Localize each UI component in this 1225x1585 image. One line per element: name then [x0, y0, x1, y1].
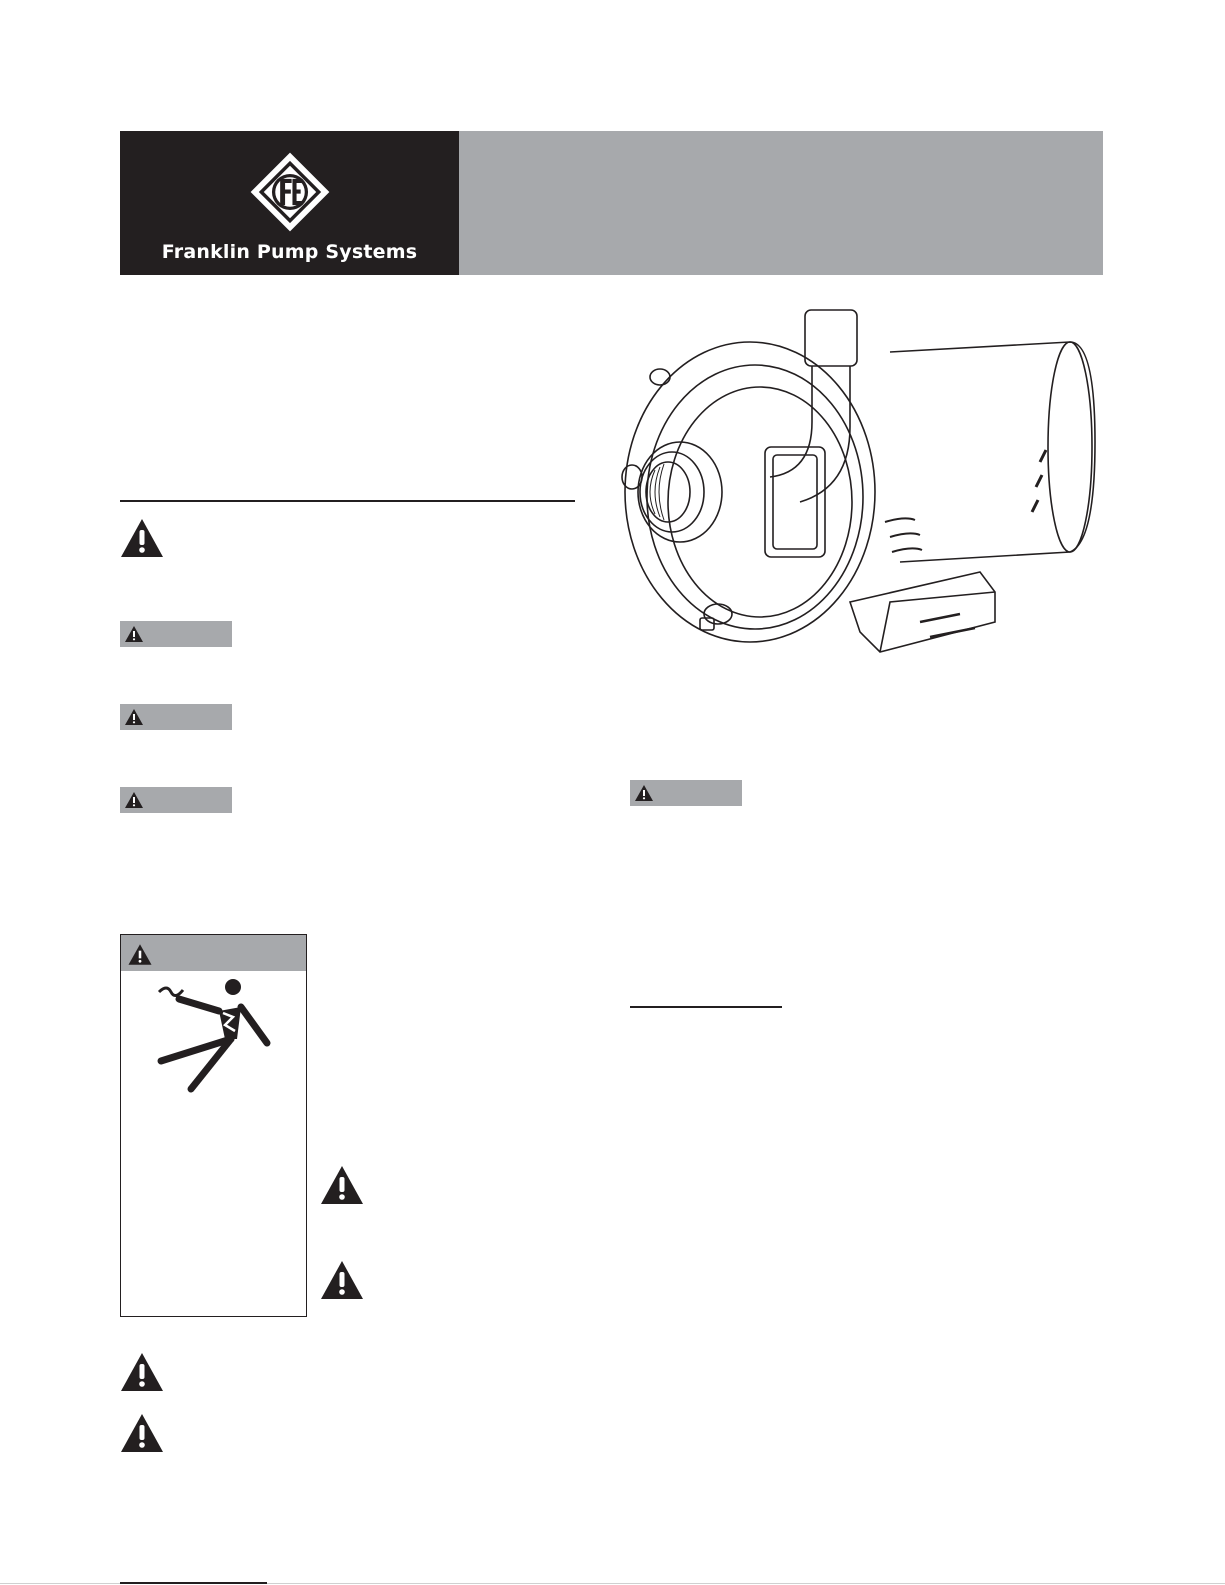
brand-name: Franklin Pump Systems — [161, 241, 418, 263]
shock-warning-header — [121, 935, 306, 971]
header-brand-panel — [120, 131, 459, 275]
caution-label-bar — [120, 704, 232, 730]
section-divider — [630, 1006, 782, 1008]
warning-icon — [320, 1260, 364, 1300]
warning-icon — [124, 791, 144, 809]
franklin-logo-icon — [249, 151, 331, 233]
footer-rule — [120, 1582, 267, 1584]
warning-icon — [120, 1413, 164, 1453]
caution-label-bar — [120, 621, 232, 647]
warning-icon — [120, 1352, 164, 1392]
section-divider — [120, 500, 575, 502]
warning-icon — [120, 518, 164, 558]
warning-icon — [124, 708, 144, 726]
caution-label-bar — [120, 787, 232, 813]
warning-icon — [127, 943, 153, 966]
caution-label-bar — [630, 780, 742, 806]
electric-shock-icon — [149, 977, 289, 1117]
pump-illustration — [600, 302, 1100, 662]
header-title-panel — [459, 131, 1103, 275]
warning-icon — [320, 1165, 364, 1205]
warning-icon — [124, 625, 144, 643]
electric-shock-warning-box — [120, 934, 307, 1317]
warning-icon — [634, 784, 654, 802]
